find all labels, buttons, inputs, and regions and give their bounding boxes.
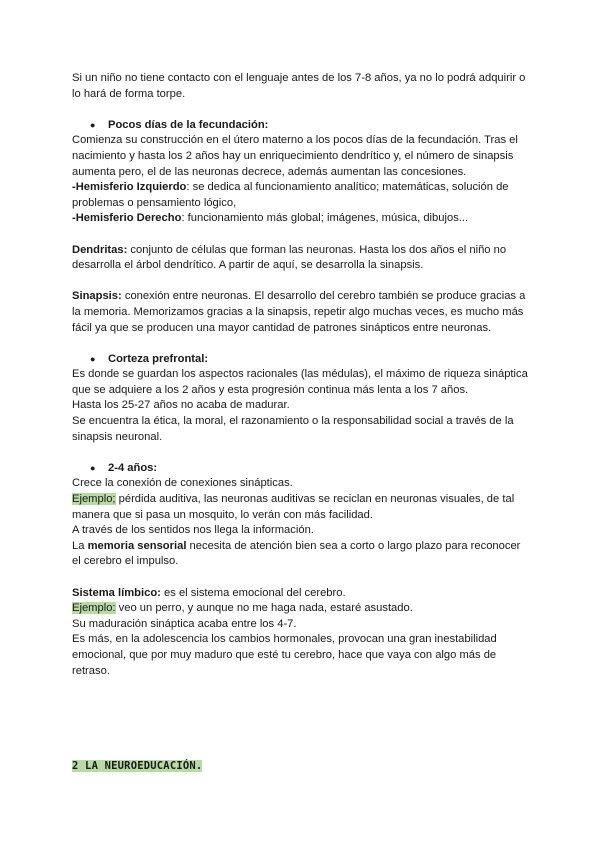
term-label: memoria sensorial bbox=[87, 539, 187, 552]
bullet-icon: ● bbox=[90, 462, 96, 473]
memoria-paragraph bbox=[72, 539, 532, 570]
heading-text: Pocos días de la fecundación: bbox=[108, 118, 269, 131]
text-prefix: La bbox=[72, 539, 88, 552]
term-text: : se dedica al funcionamiento analítico; matemáticas, solución de problemas o pensamiento lógico, bbox=[72, 181, 509, 209]
term-label: Sistema límbico: bbox=[72, 586, 161, 599]
ejemplo-auditiva bbox=[72, 492, 532, 523]
term-text: : funcionamiento más global; imágenes, música, dibujos... bbox=[181, 212, 469, 225]
limbico-paragraph bbox=[72, 586, 532, 602]
heading-text: 2-4 años: bbox=[108, 461, 158, 474]
sinapsis-paragraph bbox=[72, 289, 532, 336]
fecundacion-paragraph: Comienza su construcción en el útero materno a los pocos días de la fecundación. Tras el nacimiento y hasta los 2 años hay un enriquecimiento dendrítico y, el número de sinapsis aumenta pero, el de las neuronas decrece, además aumentan las concesiones. bbox=[72, 134, 518, 178]
term-label: Dendritas: bbox=[72, 243, 128, 256]
heading-text: Corteza prefrontal: bbox=[108, 352, 209, 365]
term-label: Sinapsis: bbox=[72, 290, 122, 303]
document-body bbox=[72, 71, 532, 679]
section-title: 2 LA NEUROEDUCACIÓN. bbox=[72, 760, 203, 772]
hemisferio-derecho bbox=[72, 211, 532, 227]
term-text: conjunto de células que forman las neuronas. Hasta los dos años el niño no desarrolla el árbol dendrítico. A partir de aquí, se desarrolla la sinapsis. bbox=[72, 243, 507, 272]
heading-2-4-anos bbox=[72, 461, 532, 477]
heading-fecundacion bbox=[72, 118, 532, 134]
heading-corteza bbox=[72, 352, 532, 368]
ejemplo-perro bbox=[72, 601, 532, 617]
term-label: -Hemisferio Derecho bbox=[72, 212, 182, 225]
term-text: es el sistema emocional del cerebro. bbox=[160, 586, 346, 599]
dendritas-paragraph bbox=[72, 243, 532, 274]
hemisferio-izquierdo bbox=[72, 180, 532, 211]
term-label: -Hemisferio Izquierdo bbox=[72, 181, 187, 194]
highlight-label: Ejemplo: bbox=[72, 602, 116, 615]
intro-paragraph: Si un niño no tiene contacto con el lenguaje antes de los 7-8 años, ya no lo podrá adquirir o lo hará de forma torpe. bbox=[72, 72, 526, 100]
highlight-label: Ejemplo; bbox=[72, 493, 116, 506]
term-text: conexión entre neuronas. El desarrollo del cerebro también se produce gracias a la memoria. Memorizamos gracias a la sinapsis, repetir algo muchas veces, es mucho más fácil ya que se producen una mayor cantidad de patrones sinápticos entre neuronas. bbox=[72, 290, 526, 334]
conexiones-paragraph: Crece la conexión de conexiones sinápticas. bbox=[72, 477, 293, 490]
corteza-paragraph-2: Hasta los 25-27 años no acaba de madurar. bbox=[72, 399, 290, 412]
bullet-icon: ● bbox=[90, 353, 96, 364]
adolescencia-paragraph: Es más, en la adolescencia los cambios hormonales, provocan una gran inestabilidad emocional, que por muy maduro que esté tu cerebro, hace que vaya con algo más de retraso. bbox=[72, 633, 497, 677]
sentidos-paragraph: A través de los sentidos nos llega la información. bbox=[72, 524, 314, 537]
term-text: necesita de atención bien sea a corto o largo plazo para reconocer el cerebro el impulso. bbox=[72, 539, 521, 568]
bullet-icon: ● bbox=[90, 119, 96, 130]
example-text: pérdida auditiva, las neuronas auditivas se reciclan en neuronas visuales, de tal manera que si pasa un mosquito, lo verán con más facilidad. bbox=[72, 493, 515, 521]
maduracion-paragraph: Su maduración sináptica acaba entre los 4-7. bbox=[72, 617, 297, 630]
example-text: veo un perro, y aunque no me haga nada, estaré asustado. bbox=[115, 602, 413, 615]
corteza-paragraph-3: Se encuentra la ética, la moral, el razonamiento o la responsabilidad social a través de la sinapsis neuronal. bbox=[72, 415, 514, 443]
corteza-paragraph-1: Es donde se guardan los aspectos racionales (las médulas), el máximo de riqueza sináptica que se adquiere a los 2 años y esta progresión continua más lenta a los 7 años. bbox=[72, 368, 528, 396]
